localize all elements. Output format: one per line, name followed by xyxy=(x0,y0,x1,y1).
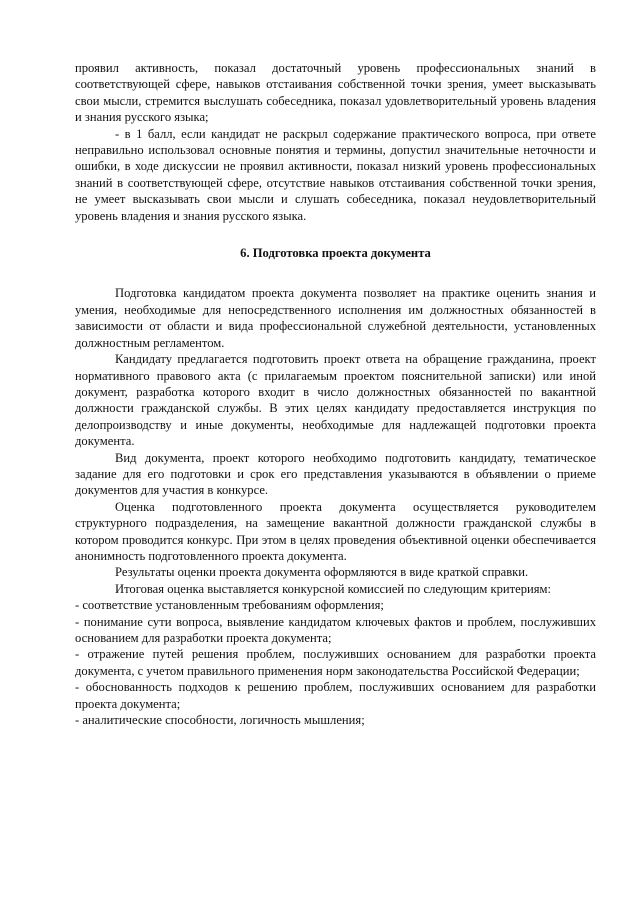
intro-paragraph: проявил активность, показал достаточный уровень профессиональных знаний в соответствующей сфере, навыков отстаивания собственной точки зрения, умеет высказывать свои мысли, стремится выслушать собеседника, показал удовлетворительный уровень владения и знания русского языка; xyxy=(75,61,596,125)
criteria-item: - отражение путей решения проблем, послуживших основанием для разработки проекта документа, с учетом правильного применения норм законодательства Российской Федерации; xyxy=(75,647,596,678)
body-paragraph: Вид документа, проект которого необходимо подготовить кандидату, тематическое задание для его подготовки и срок его представления указываются в объявлении о приеме документов для участия в конкурсе. xyxy=(75,450,596,498)
body-paragraph: Кандидату предлагается подготовить проект ответа на обращение гражданина, проект нормативного правового акта (с прилагаемым проектом пояснительной записки) или иной документ, разработка которого входит в число должностных обязанностей по вакантной должности гражданской службы. В этих целях кандидату предоставляется инструкция по делопроизводству и иные документы, необходимые для надлежащей подготовки проекта документа. xyxy=(75,352,596,449)
body-paragraph: Оценка подготовленного проекта документа осуществляется руководителем структурного подразделения, на замещение вакантной должности гражданской службы в котором проводится конкурс. При этом в целях проведения объективной оценки обеспечивается анонимность подготовленного проекта документа. xyxy=(75,499,596,563)
section-heading: 6. Подготовка проекта документа xyxy=(240,246,431,261)
score-one-paragraph: - в 1 балл, если кандидат не раскрыл содержание практического вопроса, при ответе неправильно использовал основные понятия и термины, допустил значительные неточности и ошибки, в ходе дискуссии не проявил активности, показал низкий уровень профессиональных знаний в соответствующей сфере, отсутствие навыков отстаивания собственной точки зрения, не умеет высказывать свои мысли и слушать собеседника, показал неудовлетворительный уровень владения и знания русского языка. xyxy=(75,126,596,223)
document-body xyxy=(75,60,596,728)
criteria-item: - обоснованность подходов к решению проблем, послуживших основанием для разработки проекта документа; xyxy=(75,680,596,711)
criteria-item: - понимание сути вопроса, выявление кандидатом ключевых фактов и проблем, послуживших основанием для разработки проекта документа; xyxy=(75,614,596,645)
criteria-item: - аналитические способности, логичность мышления; xyxy=(75,713,365,728)
body-paragraph: Результаты оценки проекта документа оформляются в виде краткой справки. xyxy=(115,565,529,580)
body-paragraph: Подготовка кандидатом проекта документа позволяет на практике оценить знания и умения, необходимые для непосредственного исполнения им должностных обязанностей в зависимости от области и вида профессиональной служебной деятельности, установленных должностным регламентом. xyxy=(75,286,596,350)
criteria-item: - соответствие установленным требованиям оформления; xyxy=(75,598,384,613)
body-paragraph: Итоговая оценка выставляется конкурсной комиссией по следующим критериям: xyxy=(115,581,552,596)
